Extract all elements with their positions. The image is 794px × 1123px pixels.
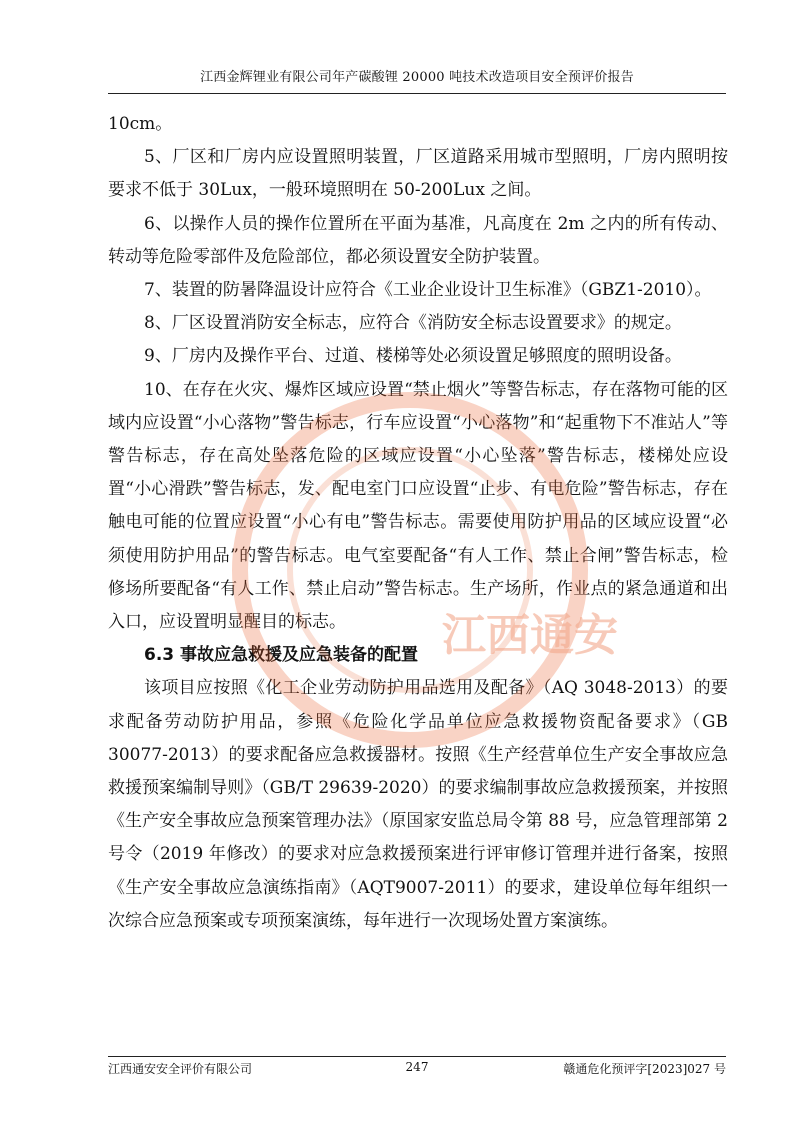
section-heading: 6.3 事故应急救援及应急装备的配置 xyxy=(144,645,419,666)
document-body xyxy=(108,108,728,938)
paragraph-item-6: 6、以操作人员的操作位置所在平面为基准，凡高度在 2m 之内的所有传动、转动等危险零部件及危险部位，都必须设置安全防护装置。 xyxy=(108,213,728,267)
paragraph-continuation: 10cm。 xyxy=(108,114,173,134)
paragraph-item-9: 9、厂房内及操作平台、过道、楼梯等处必须设置足够照度的照明设备。 xyxy=(144,346,682,367)
section-paragraph: 该项目应按照《化工企业劳动防护用品选用及配备》（AQ 3048-2013）的要求配备劳动防护用品，参照《危险化学品单位应急救援物资配备要求》（GB 30077-2013）的要求配备应急救援器材。按照《生产经营单位生产安全事故应急救援预案编制导则》（GB/T 29639-2020）的要求编制事故应急救援预案，并按照《生产安全事故应急预案管理办法》（原国家安监总局令第 88 号，应急管理部第 2 号令（2019 年修改）的要求对应急救援预案进行评审修订管理并进行备案，按照《生产安全事故应急演练指南》（AQT9007-2011）的要求，建设单位每年组织一次综合应急预案或专项预案演练，每年进行一次现场处置方案演练。 xyxy=(108,678,728,931)
watermark-text: 江西通安 xyxy=(442,610,618,661)
footer-page-number: 247 xyxy=(405,1060,429,1074)
page-header-title: 江西金辉锂业有限公司年产碳酸锂 20000 吨技术改造项目安全预评价报告 xyxy=(200,70,634,85)
paragraph-item-7: 7、装置的防暑降温设计应符合《工业企业设计卫生标准》（GBZ1-2010）。 xyxy=(144,280,712,301)
paragraph-item-5: 5、厂区和厂房内应设置照明装置，厂区道路采用城市型照明，厂房内照明按要求不低于 30Lux，一般环境照明在 50-200Lux 之间。 xyxy=(108,147,728,201)
paragraph-item-10: 10、在存在火灾、爆炸区域应设置“禁止烟火”等警告标志，存在落物可能的区域内应设置“小心落物”警告标志，行车应设置“小心落物”和“起重物下不准站人”等警告标志，存在高处坠落危险的区域应设置“小心坠落”警告标志，楼梯处应设置“小心滑跌”警告标志，发、配电室门口应设置“止步、有电危险”警告标志，存在触电可能的位置应设置“小心有电”警告标志。需要使用防护用品的区域应设置“必须使用防护用品”的警告标志。电气室要配备“有人工作、禁止合闸”警告标志，检修场所要配备“有人工作、禁止启动”警告标志。生产场所，作业点的紧急通道和出入口，应设置明显醒目的标志。 xyxy=(108,379,728,633)
page-footer xyxy=(108,1060,726,1076)
paragraph-item-8: 8、厂区设置消防安全标志，应符合《消防安全标志设置要求》的规定。 xyxy=(144,313,682,334)
footer-company: 江西通安安全评价有限公司 xyxy=(108,1062,253,1076)
header-divider xyxy=(108,93,726,94)
footer-divider xyxy=(108,1056,726,1057)
footer-doc-number: 赣通危化预评字[2023]027 号 xyxy=(563,1062,726,1076)
